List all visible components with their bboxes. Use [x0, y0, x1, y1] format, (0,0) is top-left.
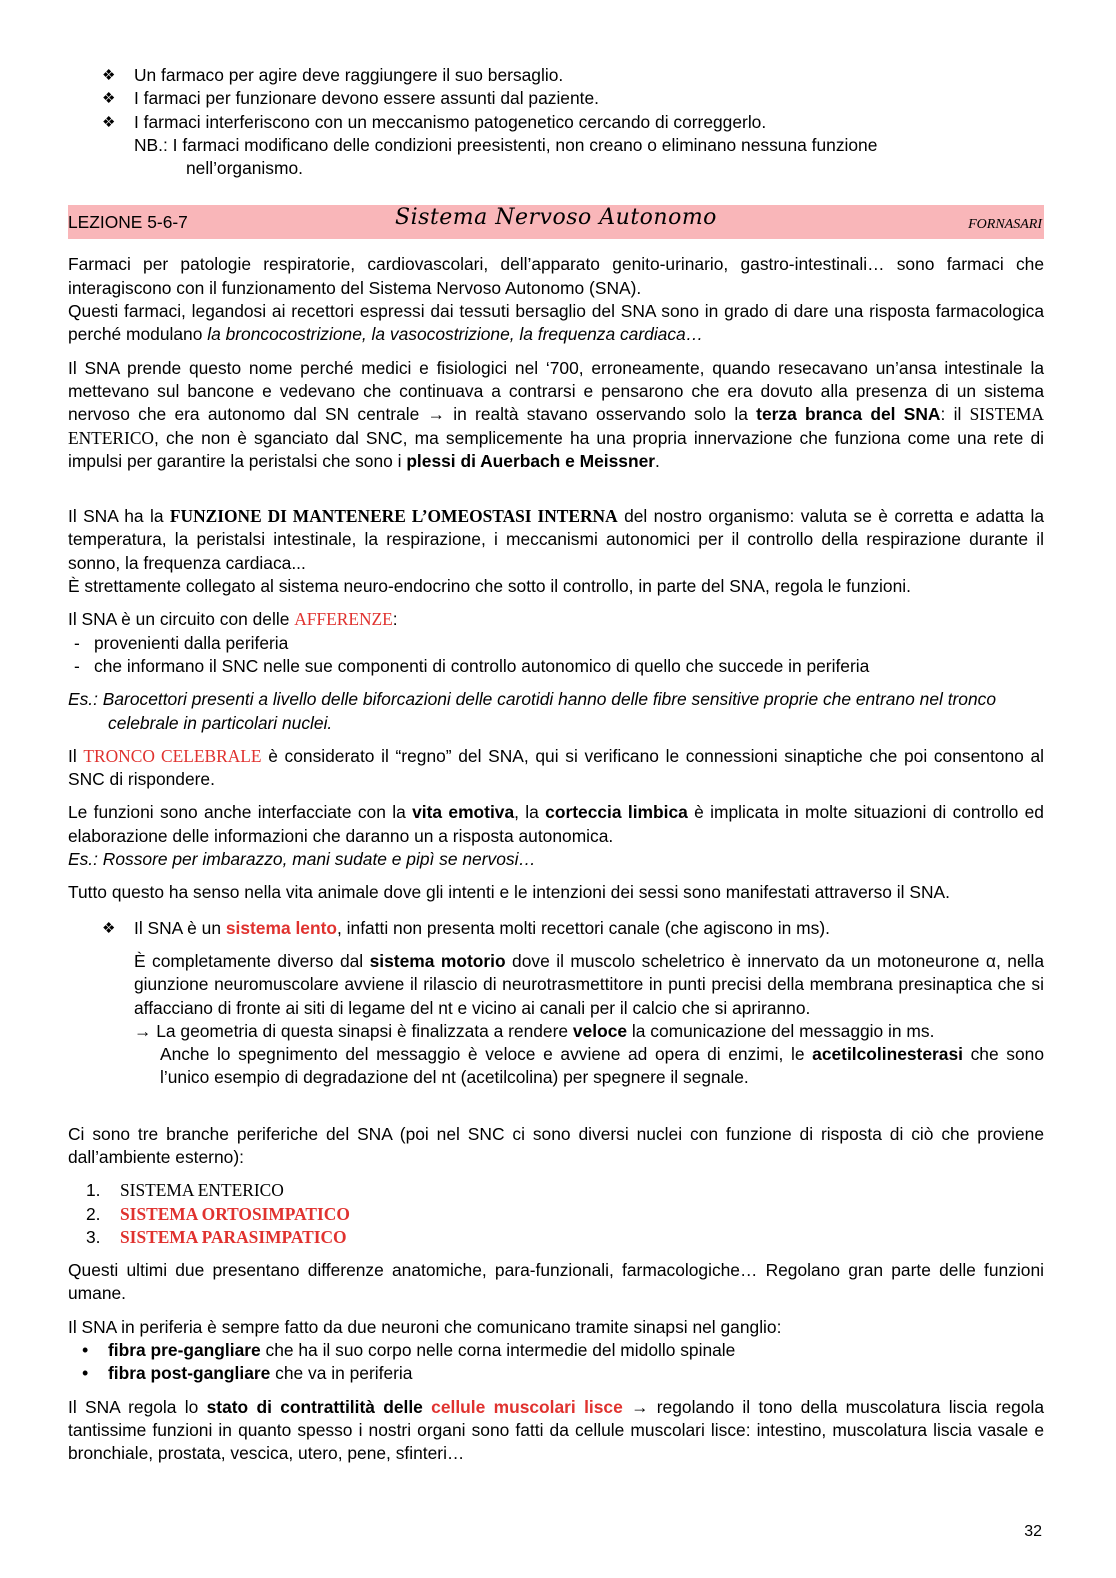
- nb-note-cont: nell’organismo.: [186, 158, 303, 179]
- list-item: 1. SISTEMA ENTERICO: [86, 1180, 284, 1201]
- paragraph-animal-life: Tutto questo ha senso nella vita animale dove gli intenti e le intenzioni dei sessi sono manifestati attraverso il SNA.: [68, 882, 950, 903]
- paragraph-homeostasis: Il SNA ha la FUNZIONE DI MANTENERE L’OMEOSTASI INTERNA del nostro organismo: valuta se è corretta e adatta la temperatura, la peristalsi intestinale, la respirazione, i meccanismi autonomici per il controllo della respirazione durante il sonno, la frequenza cardiaca... È strettamente collegato al sistema neuro-endocrino che sotto il controllo, in parte del SNA, regola le funzioni.: [68, 506, 1044, 597]
- list-item: ❖ I farmaci interferiscono con un meccanismo patogenetico cercando di correggerlo.: [68, 111, 1044, 134]
- paragraph-motor-system: È completamente diverso dal sistema motorio dove il muscolo scheletrico è innervato da un motoneurone α, nella giunzione neuromuscolare avviene il rilascio di neurotrasmettitore in punti precisi della membrana presinaptica che si affacciano di fronte ai siti di legame del nt e vicino ai canali per il calcio che si apriranno.: [134, 950, 1045, 1018]
- list-item: ❖ Un farmaco per agire deve raggiungere il suo bersaglio.: [68, 64, 1044, 87]
- document-page: [68, 64, 1044, 1466]
- paragraph-history: Il SNA prende questo nome perché medici e fisiologici nel ‘700, erroneamente, quando resecavano un’ansa intestinale la mettevano sul bancone e vedevano che continuava a contrarsi e pensarono che era dovuto alla presenza di un sistema nervoso che era autonomo dal SN centrale → in realtà stavano osservando solo la terza branca del SNA: il SISTEMA ENTERICO, che non è sganciato dal SNC, ma semplicemente ha una propria innervazione che funziona come una rete di impulsi per garantire la peristalsi che sono i plessi di Auerbach e Meissner.: [68, 357, 1044, 471]
- list-item: ❖ Il SNA è un sistema lento, infatti non presenta molti recettori canale (che agiscono in ms).: [68, 917, 1044, 940]
- paragraph-intro: Farmaci per patologie respiratorie, cardiovascolari, dell’apparato genito-urinario, gastro-intestinali… sono farmaci che interagiscono con il funzionamento del Sistema Nervoso Autonomo (SNA). Questi farmaci, legandosi ai recettori espressi dai tessuti bersaglio del SNA sono in grado di dare una risposta farmacologica perché modulano la broncocostrizione, la vasocostrizione, la frequenza cardiaca…: [68, 254, 1044, 345]
- diamond-bullet-icon: ❖: [102, 90, 116, 108]
- list-item: - che informano il SNC nelle sue componenti di controllo autonomico di quello che succede in periferia: [68, 655, 1044, 678]
- lesson-banner: [68, 205, 1044, 239]
- nb-note: NB.: I farmaci modificano delle condizioni preesistenti, non creano o eliminano nessuna funzione: [134, 134, 878, 155]
- list-item: ❖ I farmaci per funzionare devono essere assunti dal paziente.: [68, 87, 1044, 110]
- paragraph-afferenze: Il SNA è un circuito con delle AFFERENZE:: [68, 609, 398, 630]
- afferenze-list: [68, 632, 1044, 679]
- list-item: 3. SISTEMA PARASIMPATICO: [86, 1226, 347, 1247]
- paragraph-tronco: Il TRONCO CELEBRALE è considerato il “regno” del SNA, qui si verificano le connessioni sinaptiche che poi consentono al SNC di rispondere.: [68, 745, 1044, 790]
- branches-list: [68, 1179, 1044, 1249]
- list-item: 2. SISTEMA ORTOSIMPATICO: [86, 1203, 350, 1224]
- paragraph-emotions: Le funzioni sono anche interfacciate con la vita emotiva, la corteccia limbica è implicata in molte situazioni di controllo ed elaborazione delle informazioni che daranno un a risposta autonomica. Es.: Rossore per imbarazzo, mani sudate e pipì se nervosi…: [68, 802, 1044, 870]
- paragraph-smooth-muscle: Il SNA regola lo stato di contrattilità delle cellule muscolari lisce → regolando il tono della muscolatura liscia regola tantissime funzioni in quanto spesso i nostri organi sono fatti da cellule muscolari lisce: intestino, muscolatura liscia vasale e bronchiale, prostata, vescica, utero, pene, sfinteri…: [68, 1396, 1045, 1464]
- diamond-bullet-icon: ❖: [102, 919, 116, 937]
- example-barocettori: Es.: Barocettori presenti a livello delle biforcazioni delle carotidi hanno delle fibre sensitive proprie che entrano nel tronco celebrale in particolari nuclei.: [68, 689, 997, 733]
- list-item: • fibra pre-gangliare che ha il suo corpo nelle corna intermedie del midollo spinale: [68, 1339, 1044, 1362]
- paragraph-differences: Questi ultimi due presentano differenze anatomiche, para-funzionali, farmacologiche… Regolano gran parte delle funzioni umane.: [68, 1260, 1044, 1304]
- lesson-title: Sistema Nervoso Autonomo: [395, 205, 717, 231]
- paragraph-geometry: → La geometria di questa sinapsi è finalizzata a rendere veloce la comunicazione del messaggio in ms.: [134, 1020, 935, 1041]
- list-item: - provenienti dalla periferia: [68, 632, 1044, 655]
- list-item: • fibra post-gangliare che va in periferia: [68, 1362, 1044, 1385]
- lesson-author: FORNASARI: [968, 217, 1042, 233]
- paragraph-acetylcholinesterase: Anche lo spegnimento del messaggio è veloce e avviene ad opera di enzimi, le acetilcolinesterasi che sono l’unico esempio di degradazione del nt (acetilcolina) per spegnere il segnale.: [160, 1044, 1044, 1088]
- paragraph-branches: Ci sono tre branche periferiche del SNA (poi nel SNC ci sono diversi nuclei con funzione di risposta di ciò che proviene dall’ambiente esterno):: [68, 1123, 1044, 1167]
- diamond-bullet-icon: ❖: [102, 67, 116, 84]
- paragraph-neurons: Il SNA in periferia è sempre fatto da due neuroni che comunicano tramite sinapsi nel ganglio:: [68, 1316, 782, 1337]
- fibre-list: [68, 1339, 1044, 1386]
- slow-system-list: [68, 917, 1044, 940]
- page-number: 32: [1024, 1523, 1042, 1540]
- intro-bullet-list: [68, 64, 1044, 134]
- diamond-bullet-icon: ❖: [102, 113, 116, 131]
- lesson-number: LEZIONE 5-6-7: [68, 212, 188, 233]
